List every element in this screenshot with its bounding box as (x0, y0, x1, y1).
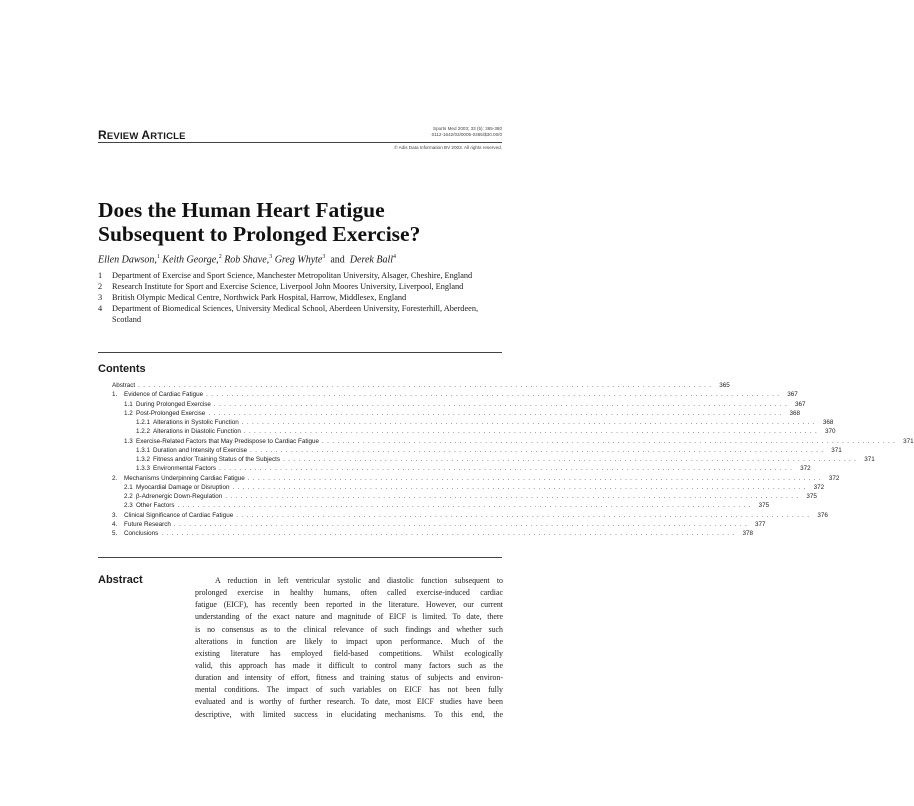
affiliation-item (98, 270, 502, 281)
affiliation-list (98, 270, 502, 325)
affiliation-item (98, 281, 502, 292)
affiliation-item (98, 303, 502, 325)
affiliation-text: Department of Exercise and Sport Science, Manchester Metropolitan University, Alsager, Cheshire, England (112, 271, 473, 280)
author-affiliation-mark: 1 (156, 254, 160, 260)
toc-leader-dots: . . . . . . . . . . . . . . . . . . . . . . . . . . . . . . . . . . . . . . . . . . . . . . . . . . . . . . . . . . . . . . . . . . . . . . . . . . . . . . . . . . . . . . . . . . . . . . . . . . . . . . . . . . . . . . . . . (138, 382, 712, 389)
toc-entry-page: 371 (831, 446, 842, 454)
toc-entry-number: 3. (112, 511, 118, 519)
toc-leader-dots: . . . . . . . . . . . . . . . . . . . . . . . . . . . . . . . . . . . . . . . . . . . . . . . . . . . . . . . . . . . . . . . . . . . . . . . . . . . . . . . . . . . . . . . . . . . . . . . . . . . . . . . . . . . . . . . . . (161, 530, 735, 537)
affiliation-number: 4 (98, 304, 103, 314)
title-line-1: Does the Human Heart Fatigue (98, 198, 385, 222)
title-line-2: Subsequent to Prolonged Exercise? (98, 222, 421, 246)
toc-entry-page: 378 (742, 530, 753, 537)
journal-issn-line: 0112-1642/03/0005-0365/$30.00/0 (431, 132, 502, 137)
toc-entry[interactable] (98, 390, 798, 399)
toc-entry-page: 371 (903, 437, 914, 445)
journal-citation-line: Sports Med 2003; 33 (5): 365-380 (433, 126, 502, 131)
section-label: REVIEW ARTICLE (98, 128, 186, 142)
author-list (98, 254, 396, 265)
toc-entry-page: 370 (824, 428, 836, 436)
toc-leader-dots: . . . . . . . . . . . . . . . . . . . . . . . . . . . . . . . . . . . . . . . . . . . . . . . . . . . . . . . . . . . . . . . . . . . . . . . . . . . . . . . . . . . . . . . . . . . . . . . . . . . . . . . . . . . . . . . . . (177, 502, 752, 510)
toc-entry-title: Conclusions (124, 530, 159, 537)
toc-entry-page: 368 (789, 409, 800, 417)
contents-heading: Contents (98, 363, 146, 375)
author-name: Greg Whyte (274, 254, 323, 266)
toc-entry-title: Alterations in Systolic Function (153, 419, 239, 426)
toc-leader-dots: . . . . . . . . . . . . . . . . . . . . . . . . . . . . . . . . . . . . . . . . . . . . . . . . . . . . . . . . . . . . . . . . . . . . . . . . . . . . . . . . . . . . . . . . . . . . . . . . . . . . . . . . . . . . . . . . . (322, 437, 896, 445)
toc-entry-page: 372 (813, 483, 825, 491)
abstract-line: evaluated and is worthy of further research. To date, most EICF studies have been (195, 697, 503, 707)
toc-entry-number: 1.3.3 (136, 465, 151, 473)
toc-entry-page: 372 (800, 465, 811, 473)
toc-entry-title: During Prolonged Exercise (136, 400, 211, 408)
toc-entry[interactable] (98, 418, 834, 427)
author-affiliation-mark: 2 (218, 254, 222, 260)
toc-entry-title: Duration and Intensity of Exercise (153, 446, 248, 454)
author-name: Keith George, (162, 254, 219, 266)
toc-entry[interactable] (98, 520, 766, 529)
author-name: Rob Shave, (224, 254, 270, 266)
toc-entry-title: Myocardial Damage or Disruption (136, 483, 230, 491)
author-name: Derek Ball (349, 254, 394, 266)
toc-entry-title: Other Factors (136, 502, 175, 510)
authors-conjunction: and (330, 254, 345, 266)
toc-leader-dots: . . . . . . . . . . . . . . . . . . . . . . . . . . . . . . . . . . . . . . . . . . . . . . . . . . . . . . . . . . . . . . . . . . . . . . . . . . . . . . . . . . . . . . . . . . . . . . . . . . . . . . . . . . . . . . . . . (232, 483, 807, 491)
contents-rule-top (98, 352, 502, 353)
toc-entry-number: 2.1 (124, 483, 133, 491)
toc-entry-page: 376 (817, 511, 828, 519)
author-name: Ellen Dawson, (98, 254, 157, 266)
abstract-heading: Abstract (98, 574, 143, 586)
toc-entry[interactable] (98, 455, 875, 464)
toc-entry-title: Mechanisms Underpinning Cardiac Fatigue (124, 474, 245, 482)
toc-entry-number: 2. (112, 474, 118, 482)
abstract-line: descriptive, with limited success in elucidating mechanisms. To this end, the (195, 709, 503, 719)
author-affiliation-mark: 3 (269, 254, 273, 260)
toc-entry-title: Fitness and/or Training Status of the Subjects (153, 456, 281, 463)
toc-entry-number: 1.3 (124, 437, 133, 445)
affiliation-number: 3 (98, 293, 103, 303)
toc-entry-title: Alterations in Diastolic Function (153, 428, 241, 436)
toc-entry-page: 365 (719, 382, 730, 389)
toc-entry[interactable] (98, 492, 817, 501)
toc-leader-dots: . . . . . . . . . . . . . . . . . . . . . . . . . . . . . . . . . . . . . . . . . . . . . . . . . . . . . . . . . . . . . . . . . . . . . . . . . . . . . . . . . . . . . . . . . . . . . . . . . . . . . . . . . . . . . . . . . (219, 465, 793, 473)
toc-entry-number: 1.2.2 (136, 428, 151, 436)
abstract-line: alterations in function are likely to impact upon performance. Much of the (195, 636, 503, 646)
toc-leader-dots: . . . . . . . . . . . . . . . . . . . . . . . . . . . . . . . . . . . . . . . . . . . . . . . . . . . . . . . . . . . . . . . . . . . . . . . . . . . . . . . . . . . . . . . . . . . . . . . . . . . . . . . . . . . . . . . . . (206, 391, 780, 399)
toc-entry-number: 2.3 (124, 502, 133, 510)
toc-entry-title: Clinical Significance of Cardiac Fatigue (124, 511, 234, 519)
author-affiliation-mark: 3 (322, 254, 326, 260)
toc-entry[interactable] (98, 446, 842, 455)
toc-entry[interactable] (98, 474, 840, 483)
toc-entry[interactable] (98, 529, 753, 538)
toc-entry-number: 1. (112, 391, 118, 399)
toc-entry-page: 368 (822, 419, 834, 426)
toc-leader-dots: . . . . . . . . . . . . . . . . . . . . . . . . . . . . . . . . . . . . . . . . . . . . . . . . . . . . . . . . . . . . . . . . . . . . . . . . . . . . . . . . . . . . . . . . . . . . . . . . . . . . . . . . . . . . . . . . . (247, 474, 822, 482)
toc-leader-dots: . . . . . . . . . . . . . . . . . . . . . . . . . . . . . . . . . . . . . . . . . . . . . . . . . . . . . . . . . . . . . . . . . . . . . . . . . . . . . . . . . . . . . . . . . . . . . . . . . . . . . . . . . . . . . . . . . (236, 511, 810, 519)
toc-entry-page: 372 (828, 474, 840, 482)
toc-entry-page: 375 (758, 502, 770, 510)
toc-entry[interactable] (98, 464, 811, 473)
toc-entry-number: 1.3.2 (136, 456, 151, 463)
toc-leader-dots: . . . . . . . . . . . . . . . . . . . . . . . . . . . . . . . . . . . . . . . . . . . . . . . . . . . . . . . . . . . . . . . . . . . . . . . . . . . . . . . . . . . . . . . . . . . . . . . . . . . . . . . . . . . . . . . . . (283, 456, 857, 463)
toc-leader-dots: . . . . . . . . . . . . . . . . . . . . . . . . . . . . . . . . . . . . . . . . . . . . . . . . . . . . . . . . . . . . . . . . . . . . . . . . . . . . . . . . . . . . . . . . . . . . . . . . . . . . . . . . . . . . . . . . . (208, 409, 782, 417)
toc-entry[interactable] (98, 409, 800, 418)
copyright-notice: © Adis Data Information BV 2003. All rights reserved. (394, 145, 502, 150)
toc-entry-title: Exercise-Related Factors that May Predispose to Cardiac Fatigue (136, 437, 320, 445)
toc-entry[interactable] (98, 400, 806, 409)
toc-entry-number: 1.3.1 (136, 446, 151, 454)
toc-leader-dots: . . . . . . . . . . . . . . . . . . . . . . . . . . . . . . . . . . . . . . . . . . . . . . . . . . . . . . . . . . . . . . . . . . . . . . . . . . . . . . . . . . . . . . . . . . . . . . . . . . . . . . . . . . . . . . . . . (241, 419, 816, 426)
abstract-line: duration and intensity of effort, fitness and training status of subjects and environ- (195, 673, 503, 683)
toc-entry-number: 2.2 (124, 493, 133, 500)
toc-entry-number: 1.2 (124, 409, 133, 417)
affiliation-text: Research Institute for Sport and Exercise Science, Liverpool John Moores University, Liverpool, England (112, 282, 464, 292)
toc-leader-dots: . . . . . . . . . . . . . . . . . . . . . . . . . . . . . . . . . . . . . . . . . . . . . . . . . . . . . . . . . . . . . . . . . . . . . . . . . . . . . . . . . . . . . . . . . . . . . . . . . . . . . . . . . . . . . . . . . (213, 400, 788, 408)
affiliation-number: 2 (98, 282, 103, 292)
toc-entry-title: Evidence of Cardiac Fatigue (124, 391, 204, 399)
abstract-line: existing literature has employed field-based competitions. Whilst ecologically (195, 648, 503, 658)
affiliation-number: 1 (98, 271, 103, 280)
header-rule (98, 142, 502, 143)
abstract-text (195, 575, 503, 721)
abstract-line: A reduction in left ventricular systolic and diastolic function subsequent to (215, 576, 503, 585)
contents-rule-bottom (98, 557, 502, 558)
toc-entry-title: Abstract (112, 382, 136, 389)
toc-leader-dots: . . . . . . . . . . . . . . . . . . . . . . . . . . . . . . . . . . . . . . . . . . . . . . . . . . . . . . . . . . . . . . . . . . . . . . . . . . . . . . . . . . . . . . . . . . . . . . . . . . . . . . . . . . . . . . . . . (225, 493, 799, 500)
abstract-line: is no consensus as to the clinical relevance of such findings and whether such (195, 624, 503, 634)
toc-entry[interactable] (98, 437, 914, 446)
toc-entry[interactable] (98, 483, 825, 492)
toc-entry-title: Post-Prolonged Exercise (136, 409, 206, 417)
toc-entry-number: 4. (112, 520, 118, 528)
toc-leader-dots: . . . . . . . . . . . . . . . . . . . . . . . . . . . . . . . . . . . . . . . . . . . . . . . . . . . . . . . . . . . . . . . . . . . . . . . . . . . . . . . . . . . . . . . . . . . . . . . . . . . . . . . . . . . . . . . . . (173, 520, 748, 528)
toc-entry-number: 5. (112, 530, 118, 537)
table-of-contents (98, 381, 914, 538)
toc-entry-page: 377 (755, 520, 766, 528)
toc-entry-title: Environmental Factors (153, 465, 216, 473)
toc-entry-page: 371 (864, 456, 875, 463)
toc-entry-page: 367 (795, 400, 806, 408)
abstract-line: prolonged exercise in healthy humans, often called exercise-induced cardiac (195, 588, 503, 598)
affiliation-text: British Olympic Medical Centre, Northwick Park Hospital, Harrow, Middlesex, England (112, 293, 407, 303)
toc-entry-number: 1.1 (124, 400, 133, 408)
toc-leader-dots: . . . . . . . . . . . . . . . . . . . . . . . . . . . . . . . . . . . . . . . . . . . . . . . . . . . . . . . . . . . . . . . . . . . . . . . . . . . . . . . . . . . . . . . . . . . . . . . . . . . . . . . . . . . . . . . . . (250, 446, 824, 454)
toc-entry[interactable] (98, 427, 836, 436)
toc-entry[interactable] (98, 501, 770, 510)
journal-citation (432, 126, 502, 138)
toc-entry-title: Future Research (124, 520, 171, 528)
toc-entry[interactable] (98, 511, 828, 520)
abstract-line: fatigue (EICF), has recently been reported in the literature. However, our current (195, 600, 503, 610)
toc-entry-title: β-Adrenergic Down-Regulation (136, 493, 223, 500)
abstract-line: valid, this approach has made it difficult to control many factors such as the (195, 660, 503, 670)
article-title (98, 198, 502, 246)
affiliation-item (98, 292, 502, 303)
toc-entry[interactable] (98, 381, 730, 390)
toc-entry-page: 367 (787, 391, 798, 399)
affiliation-text: Department of Biomedical Sciences, University Medical School, Aberdeen University, Foresterhill, Aberdeen, Scotland (112, 304, 479, 325)
toc-entry-number: 1.2.1 (136, 419, 151, 426)
abstract-line: mental conditions. The impact of such variables on EICF has not been fully (195, 685, 503, 695)
abstract-line: understanding of the exact nature and magnitude of EICF is limited. To date, there (195, 612, 503, 622)
toc-entry-page: 375 (806, 493, 817, 500)
toc-leader-dots: . . . . . . . . . . . . . . . . . . . . . . . . . . . . . . . . . . . . . . . . . . . . . . . . . . . . . . . . . . . . . . . . . . . . . . . . . . . . . . . . . . . . . . . . . . . . . . . . . . . . . . . . . . . . . . . . . (243, 428, 818, 436)
author-affiliation-mark: 4 (393, 254, 397, 260)
